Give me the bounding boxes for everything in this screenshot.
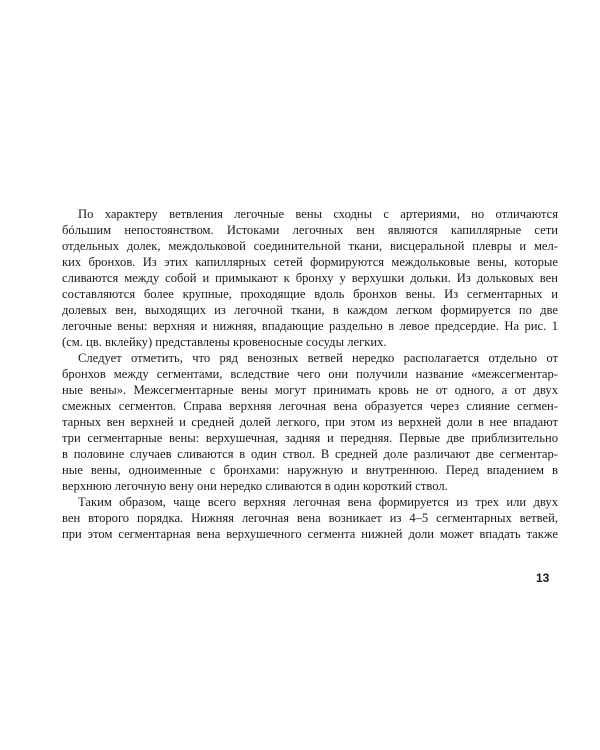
text-line: при этом сегментарная вена верхушечного сегмента нижней доли может впадать также — [62, 527, 558, 541]
text-line: (см. цв. вклейку) представлены кровеносные сосуды легких. — [62, 335, 387, 349]
page-number: 13 — [536, 571, 550, 585]
text-line: сливаются между собой и примыкают к бронху у верхушки дольки. Из дольковых вен — [62, 271, 558, 285]
text-line: ких бронхов. Из этих капиллярных сетей формируются междольковые вены, которые — [62, 255, 558, 269]
text-line: отдельных долек, междольковой соединительной ткани, висцеральной плевры и мел- — [62, 239, 558, 253]
text-line: бронхов между сегментами, вследствие чего они получили название «межсегментар- — [62, 367, 558, 381]
text-line: Следует отметить, что ряд венозных ветвей нередко располагается отдельно от — [78, 351, 558, 365]
text-line: Таким образом, чаще всего верхняя легочная вена формируется из трех или двух — [78, 495, 558, 509]
paragraph-3 — [62, 494, 558, 542]
text-line: ные вены». Межсегментарные вены могут принимать кровь не от одного, а от двух — [62, 383, 558, 397]
text-line: легочные вены: верхняя и нижняя, впадающие раздельно в левое предсердие. На рис. 1 — [62, 319, 558, 333]
text-line: ные вены, одноименные с бронхами: наружную и внутреннюю. Перед впадением в — [62, 463, 558, 477]
text-line: верхнюю легочную вену они нередко сливаются в один короткий ствол. — [62, 479, 448, 493]
body-text — [62, 206, 558, 542]
text-line: бóльшим непостоянством. Истоками легочных вен являются капиллярные сети — [62, 223, 558, 237]
text-line: вен второго порядка. Нижняя легочная вена возникает из 4–5 сегментарных ветвей, — [62, 511, 558, 525]
paragraph-1 — [62, 206, 558, 350]
text-line: в половине случаев сливаются в один ствол. В средней доле различают две сегментар- — [62, 447, 558, 461]
text-line: смежных сегментов. Справа верхняя легочная вена образуется через слияние сегмен- — [62, 399, 558, 413]
text-line: составляются более крупные, проходящие вдоль бронхов вены. Из сегментарных и — [62, 287, 558, 301]
text-line: три сегментарные вены: верхушечная, задняя и передняя. Первые две приблизительно — [62, 431, 558, 445]
text-line: тарных вен верхней и средней долей легкого, при этом из верхней доли в нее впадают — [62, 415, 558, 429]
text-line: долевых вен, выходящих из легочной ткани, в каждом легком формируется по две — [62, 303, 558, 317]
text-line: По характеру ветвления легочные вены сходны с артериями, но отличаются — [78, 207, 558, 221]
paragraph-2 — [62, 350, 558, 494]
